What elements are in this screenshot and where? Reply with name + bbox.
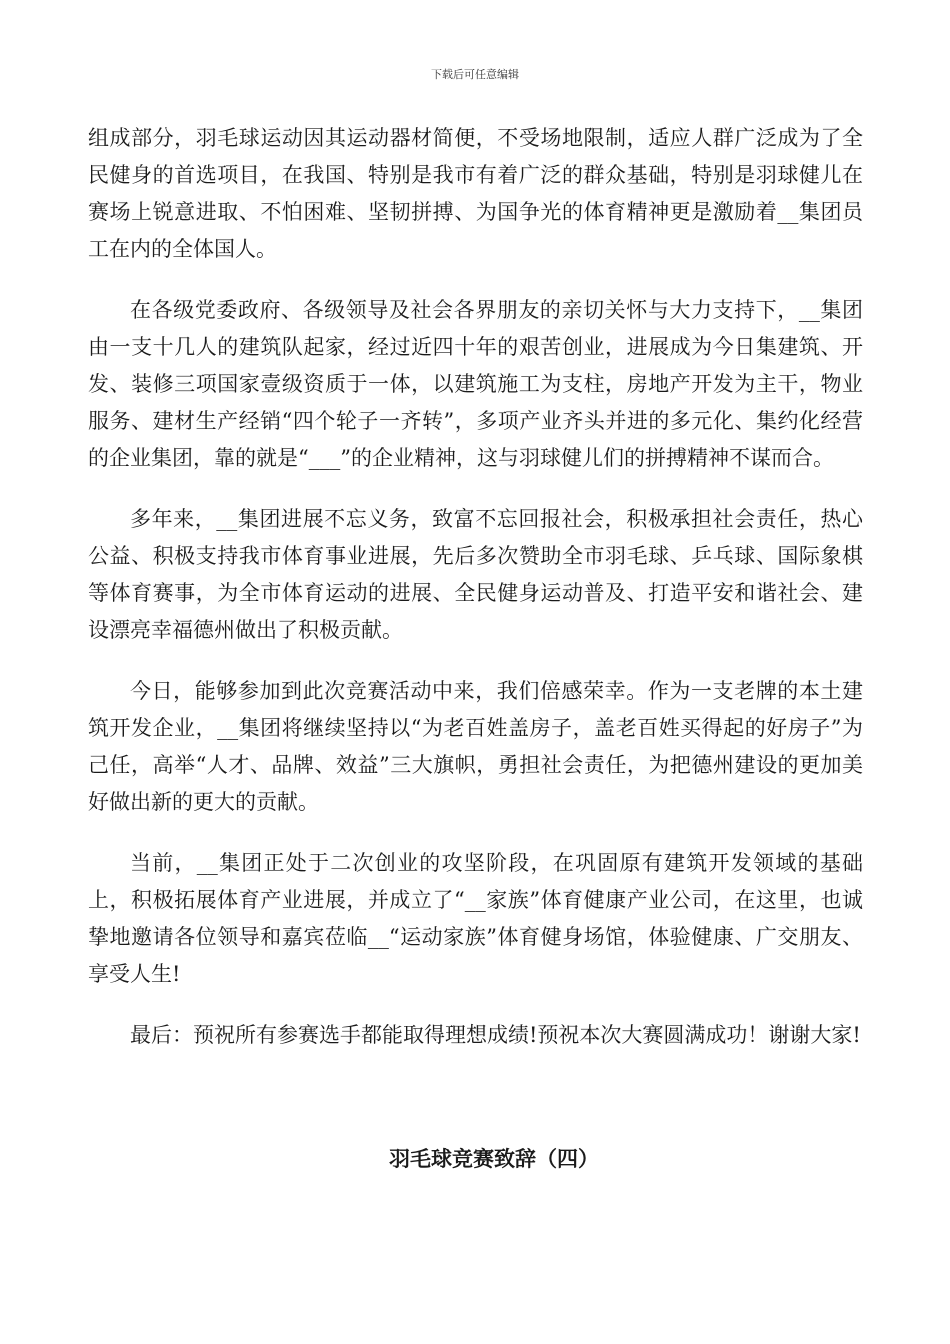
paragraph-company-history: 在各级党委政府、各级领导及社会各界朋友的亲切关怀与大力支持下，__集团由一支十几人的建筑队起家，经过近四十年的艰苦创业，进展成为今日集建筑、开发、装修三项国家壹级资质于一体，以建筑施工为支柱，房地产开发为主干，物业服务、建材生产经销“四个轮子一齐转”，多项产业齐头并进的多元化、集约化经营的企业集团，靠的就是“___”的企业精神，这与羽球健儿们的拼搏精神不谋而合。 — [88, 298, 863, 470]
document-body — [88, 120, 863, 1078]
paragraph-current-stage: 当前，__集团正处于二次创业的攻坚阶段，在巩固原有建筑开发领域的基础上，积极拓展体育产业进展，并成立了“__家族”体育健康产业公司，在这里，也诚挚地邀请各位领导和嘉宾莅临__“运动家族”体育健身场馆，体验健康、广交朋友、享受人生! — [88, 851, 863, 986]
section-heading: 羽毛球竞赛致辞（四） — [389, 1146, 599, 1171]
page-header-note: 下载后可任意编辑 — [431, 68, 519, 81]
paragraph-social-responsibility: 多年来，__集团进展不忘义务，致富不忘回报社会，积极承担社会责任，热心公益、积极支持我市体育事业进展，先后多次赞助全市羽毛球、乒乓球、国际象棋等体育赛事，为全市体育运动的进展、全民健身运动普及、打造平安和谐社会、建设漂亮幸福德州做出了积极贡献。 — [88, 507, 863, 642]
paragraph-closing: 最后：预祝所有参赛选手都能取得理想成绩!预祝本次大赛圆满成功！谢谢大家! — [130, 1023, 861, 1047]
paragraph-continuation: 组成部分，羽毛球运动因其运动器材简便，不受场地限制，适应人群广泛成为了全民健身的首选项目，在我国、特别是我市有着广泛的群众基础，特别是羽球健儿在赛场上锐意进取、不怕困难、坚韧拼搏、为国争光的体育精神更是激励着__集团员工在内的全体国人。 — [88, 126, 863, 261]
paragraph-participation: 今日，能够参加到此次竞赛活动中来，我们倍感荣幸。作为一支老牌的本土建筑开发企业，__集团将继续坚持以“为老百姓盖房子，盖老百姓买得起的好房子”为己任，高举“人才、品牌、效益”三大旗帜，勇担社会责任，为把德州建设的更加美好做出新的更大的贡献。 — [88, 679, 863, 814]
